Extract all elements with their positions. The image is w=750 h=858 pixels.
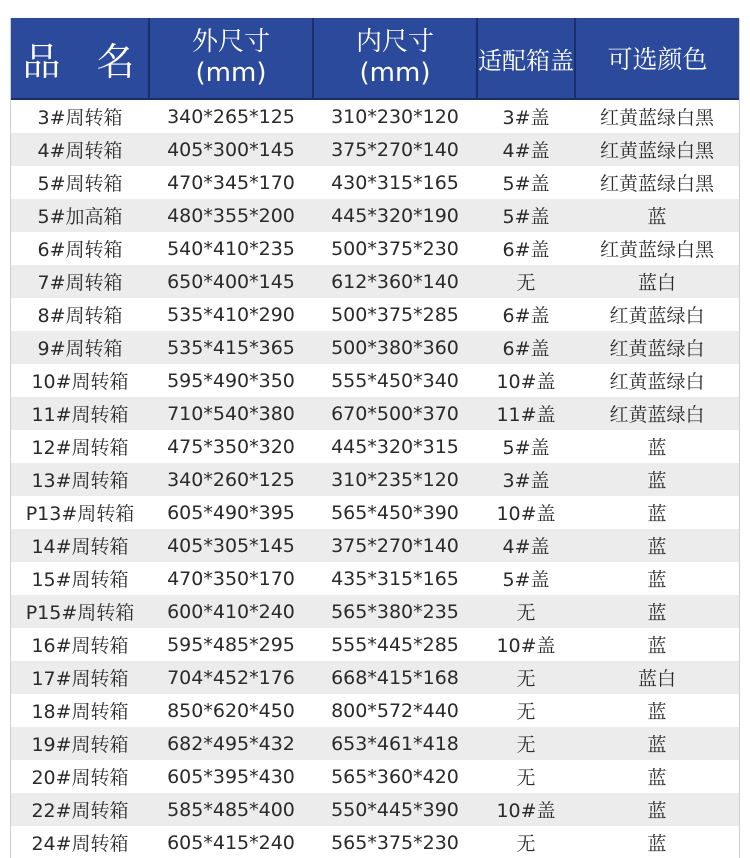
cell-product-name: 12#周转箱 bbox=[11, 430, 149, 463]
cell-available-colors: 蓝 bbox=[575, 430, 739, 463]
cell-matching-lid: 3#盖 bbox=[477, 99, 575, 133]
cell-outer-size: 600*410*240 bbox=[149, 595, 313, 628]
spec-table-frame bbox=[10, 18, 740, 858]
cell-outer-size: 405*300*145 bbox=[149, 133, 313, 166]
table-row bbox=[11, 232, 739, 265]
header-outer-size-title: 外尺寸 bbox=[191, 27, 270, 57]
header-matching-lid-label: 适配箱盖 bbox=[478, 46, 574, 75]
table-row bbox=[11, 628, 739, 661]
cell-inner-size: 500*375*285 bbox=[313, 298, 477, 331]
cell-available-colors: 蓝 bbox=[575, 496, 739, 529]
cell-outer-size: 682*495*432 bbox=[149, 727, 313, 760]
cell-matching-lid: 4#盖 bbox=[477, 133, 575, 166]
cell-product-name: P13#周转箱 bbox=[11, 496, 149, 529]
cell-available-colors: 蓝白 bbox=[575, 661, 739, 694]
cell-outer-size: 535*410*290 bbox=[149, 298, 313, 331]
cell-inner-size: 550*445*390 bbox=[313, 793, 477, 826]
table-row bbox=[11, 364, 739, 397]
cell-matching-lid: 6#盖 bbox=[477, 331, 575, 364]
cell-outer-size: 470*345*170 bbox=[149, 166, 313, 199]
cell-product-name: 14#周转箱 bbox=[11, 529, 149, 562]
cell-inner-size: 445*320*315 bbox=[313, 430, 477, 463]
cell-inner-size: 500*375*230 bbox=[313, 232, 477, 265]
cell-outer-size: 650*400*145 bbox=[149, 265, 313, 298]
header-matching-lid bbox=[477, 18, 575, 99]
cell-product-name: 18#周转箱 bbox=[11, 694, 149, 727]
header-product-name bbox=[11, 18, 149, 99]
cell-available-colors: 红黄蓝绿白黑 bbox=[575, 99, 739, 133]
cell-outer-size: 710*540*380 bbox=[149, 397, 313, 430]
cell-inner-size: 612*360*140 bbox=[313, 265, 477, 298]
crate-spec-table bbox=[11, 18, 739, 858]
cell-inner-size: 430*315*165 bbox=[313, 166, 477, 199]
cell-product-name: 9#周转箱 bbox=[11, 331, 149, 364]
cell-outer-size: 585*485*400 bbox=[149, 793, 313, 826]
cell-outer-size: 340*265*125 bbox=[149, 99, 313, 133]
table-header bbox=[11, 18, 739, 99]
cell-inner-size: 670*500*370 bbox=[313, 397, 477, 430]
cell-outer-size: 595*485*295 bbox=[149, 628, 313, 661]
cell-outer-size: 475*350*320 bbox=[149, 430, 313, 463]
table-row bbox=[11, 463, 739, 496]
cell-available-colors: 蓝 bbox=[575, 793, 739, 826]
cell-available-colors: 红黄蓝绿白 bbox=[575, 397, 739, 430]
cell-product-name: 5#加高箱 bbox=[11, 199, 149, 232]
cell-inner-size: 800*572*440 bbox=[313, 694, 477, 727]
table-row bbox=[11, 661, 739, 694]
cell-matching-lid: 5#盖 bbox=[477, 166, 575, 199]
cell-matching-lid: 无 bbox=[477, 826, 575, 858]
cell-available-colors: 蓝 bbox=[575, 628, 739, 661]
cell-matching-lid: 11#盖 bbox=[477, 397, 575, 430]
cell-product-name: 20#周转箱 bbox=[11, 760, 149, 793]
cell-outer-size: 480*355*200 bbox=[149, 199, 313, 232]
cell-available-colors: 蓝 bbox=[575, 826, 739, 858]
cell-product-name: 24#周转箱 bbox=[11, 826, 149, 858]
header-inner-size bbox=[313, 18, 477, 99]
table-row bbox=[11, 133, 739, 166]
cell-product-name: 19#周转箱 bbox=[11, 727, 149, 760]
cell-outer-size: 540*410*235 bbox=[149, 232, 313, 265]
cell-available-colors: 红黄蓝绿白 bbox=[575, 298, 739, 331]
cell-inner-size: 565*375*230 bbox=[313, 826, 477, 858]
cell-matching-lid: 10#盖 bbox=[477, 628, 575, 661]
table-row bbox=[11, 562, 739, 595]
cell-matching-lid: 6#盖 bbox=[477, 232, 575, 265]
header-available-colors-label: 可选颜色 bbox=[607, 45, 708, 74]
cell-outer-size: 605*395*430 bbox=[149, 760, 313, 793]
table-row bbox=[11, 496, 739, 529]
table-row bbox=[11, 529, 739, 562]
cell-matching-lid: 无 bbox=[477, 694, 575, 727]
cell-outer-size: 605*415*240 bbox=[149, 826, 313, 858]
table-row bbox=[11, 430, 739, 463]
cell-outer-size: 704*452*176 bbox=[149, 661, 313, 694]
header-product-name-label: 品 名 bbox=[22, 39, 147, 84]
cell-product-name: 6#周转箱 bbox=[11, 232, 149, 265]
cell-inner-size: 668*415*168 bbox=[313, 661, 477, 694]
header-outer-size bbox=[149, 18, 313, 99]
cell-matching-lid: 3#盖 bbox=[477, 463, 575, 496]
cell-matching-lid: 4#盖 bbox=[477, 529, 575, 562]
cell-product-name: 22#周转箱 bbox=[11, 793, 149, 826]
table-body bbox=[11, 99, 739, 858]
table-row bbox=[11, 694, 739, 727]
table-row bbox=[11, 99, 739, 133]
cell-product-name: 7#周转箱 bbox=[11, 265, 149, 298]
table-row bbox=[11, 595, 739, 628]
cell-product-name: 5#周转箱 bbox=[11, 166, 149, 199]
cell-available-colors: 蓝 bbox=[575, 562, 739, 595]
cell-inner-size: 565*380*235 bbox=[313, 595, 477, 628]
cell-inner-size: 565*450*390 bbox=[313, 496, 477, 529]
cell-matching-lid: 6#盖 bbox=[477, 298, 575, 331]
cell-available-colors: 蓝 bbox=[575, 760, 739, 793]
cell-matching-lid: 无 bbox=[477, 661, 575, 694]
cell-outer-size: 470*350*170 bbox=[149, 562, 313, 595]
cell-inner-size: 653*461*418 bbox=[313, 727, 477, 760]
cell-available-colors: 红黄蓝绿白 bbox=[575, 364, 739, 397]
cell-matching-lid: 5#盖 bbox=[477, 199, 575, 232]
table-row bbox=[11, 397, 739, 430]
cell-product-name: 16#周转箱 bbox=[11, 628, 149, 661]
cell-inner-size: 555*450*340 bbox=[313, 364, 477, 397]
cell-available-colors: 蓝 bbox=[575, 199, 739, 232]
cell-outer-size: 405*305*145 bbox=[149, 529, 313, 562]
cell-matching-lid: 10#盖 bbox=[477, 364, 575, 397]
table-row bbox=[11, 265, 739, 298]
cell-product-name: 3#周转箱 bbox=[11, 99, 149, 133]
cell-available-colors: 蓝白 bbox=[575, 265, 739, 298]
cell-product-name: 4#周转箱 bbox=[11, 133, 149, 166]
table-row bbox=[11, 727, 739, 760]
cell-available-colors: 蓝 bbox=[575, 727, 739, 760]
cell-available-colors: 蓝 bbox=[575, 529, 739, 562]
table-row bbox=[11, 166, 739, 199]
cell-product-name: 15#周转箱 bbox=[11, 562, 149, 595]
header-inner-size-title: 内尺寸 bbox=[355, 27, 434, 57]
cell-product-name: 10#周转箱 bbox=[11, 364, 149, 397]
header-row bbox=[11, 18, 739, 99]
header-inner-size-unit: (mm) bbox=[359, 58, 431, 88]
cell-matching-lid: 无 bbox=[477, 595, 575, 628]
cell-inner-size: 310*235*120 bbox=[313, 463, 477, 496]
cell-matching-lid: 5#盖 bbox=[477, 562, 575, 595]
cell-available-colors: 红黄蓝绿白黑 bbox=[575, 133, 739, 166]
cell-product-name: P15#周转箱 bbox=[11, 595, 149, 628]
cell-inner-size: 375*270*140 bbox=[313, 133, 477, 166]
table-row bbox=[11, 331, 739, 364]
cell-available-colors: 红黄蓝绿白黑 bbox=[575, 232, 739, 265]
table-row bbox=[11, 760, 739, 793]
cell-available-colors: 红黄蓝绿白 bbox=[575, 331, 739, 364]
table-row bbox=[11, 793, 739, 826]
cell-available-colors: 蓝 bbox=[575, 463, 739, 496]
table-row bbox=[11, 199, 739, 232]
cell-outer-size: 850*620*450 bbox=[149, 694, 313, 727]
cell-inner-size: 375*270*140 bbox=[313, 529, 477, 562]
cell-inner-size: 500*380*360 bbox=[313, 331, 477, 364]
cell-inner-size: 310*230*120 bbox=[313, 99, 477, 133]
cell-matching-lid: 无 bbox=[477, 727, 575, 760]
cell-matching-lid: 5#盖 bbox=[477, 430, 575, 463]
header-outer-size-unit: (mm) bbox=[195, 58, 267, 88]
cell-outer-size: 340*260*125 bbox=[149, 463, 313, 496]
table-row bbox=[11, 298, 739, 331]
cell-outer-size: 535*415*365 bbox=[149, 331, 313, 364]
cell-outer-size: 605*490*395 bbox=[149, 496, 313, 529]
cell-matching-lid: 无 bbox=[477, 760, 575, 793]
cell-available-colors: 蓝 bbox=[575, 595, 739, 628]
cell-inner-size: 435*315*165 bbox=[313, 562, 477, 595]
cell-inner-size: 565*360*420 bbox=[313, 760, 477, 793]
cell-matching-lid: 10#盖 bbox=[477, 496, 575, 529]
cell-matching-lid: 10#盖 bbox=[477, 793, 575, 826]
cell-product-name: 13#周转箱 bbox=[11, 463, 149, 496]
cell-matching-lid: 无 bbox=[477, 265, 575, 298]
cell-outer-size: 595*490*350 bbox=[149, 364, 313, 397]
table-row bbox=[11, 826, 739, 858]
cell-product-name: 8#周转箱 bbox=[11, 298, 149, 331]
cell-product-name: 17#周转箱 bbox=[11, 661, 149, 694]
cell-available-colors: 蓝 bbox=[575, 694, 739, 727]
cell-inner-size: 445*320*190 bbox=[313, 199, 477, 232]
header-available-colors bbox=[575, 18, 739, 99]
cell-inner-size: 555*445*285 bbox=[313, 628, 477, 661]
cell-available-colors: 红黄蓝绿白黑 bbox=[575, 166, 739, 199]
cell-product-name: 11#周转箱 bbox=[11, 397, 149, 430]
